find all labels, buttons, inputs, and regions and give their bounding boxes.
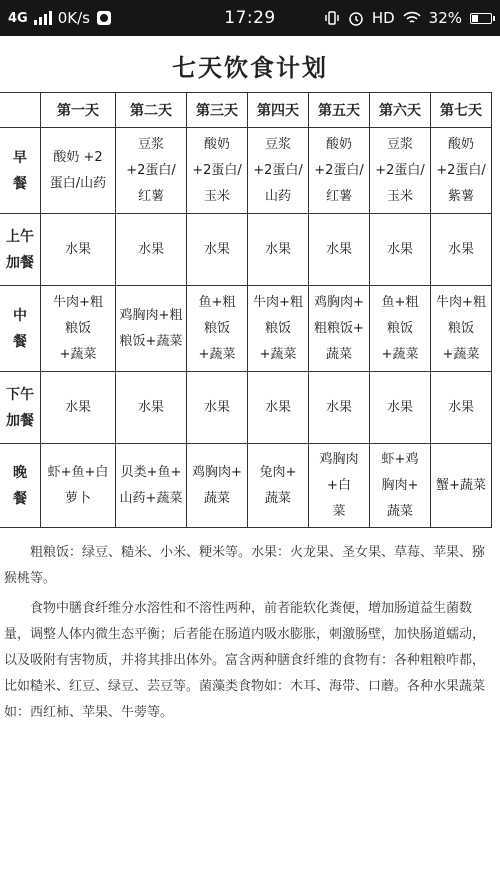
day-header: 第六天 bbox=[370, 93, 431, 128]
status-right bbox=[324, 0, 492, 36]
vibrate-icon bbox=[324, 10, 340, 26]
meal-cell: 鱼+粗 粮饭 +蔬菜 bbox=[187, 286, 248, 372]
meal-cell: 水果 bbox=[309, 372, 370, 444]
meal-cell: 水果 bbox=[370, 214, 431, 286]
table-header-row bbox=[0, 93, 492, 128]
clock: 17:29 bbox=[224, 8, 276, 28]
meal-cell: 水果 bbox=[248, 214, 309, 286]
meal-cell: 水果 bbox=[187, 372, 248, 444]
meal-cell: 牛肉+粗 粮饭 +蔬菜 bbox=[41, 286, 116, 372]
meal-cell: 水果 bbox=[431, 372, 492, 444]
meal-label: 上午 加餐 bbox=[0, 214, 41, 286]
meal-cell: 豆浆 +2蛋白/ 山药 bbox=[248, 128, 309, 214]
meal-cell: 酸奶 +2蛋白/ 红薯 bbox=[309, 128, 370, 214]
meal-label: 早 餐 bbox=[0, 128, 41, 214]
meal-cell: 豆浆 +2蛋白/ 玉米 bbox=[370, 128, 431, 214]
hd-badge: HD bbox=[371, 9, 395, 27]
meal-cell: 水果 bbox=[187, 214, 248, 286]
meal-cell: 水果 bbox=[41, 372, 116, 444]
corner-cell bbox=[0, 93, 41, 128]
meal-cell: 酸奶 +2 蛋白/山药 bbox=[41, 128, 116, 214]
meal-cell: 兔肉+ 蔬菜 bbox=[248, 444, 309, 528]
meal-cell: 水果 bbox=[116, 214, 187, 286]
meal-cell: 水果 bbox=[248, 372, 309, 444]
meal-cell: 鸡胸肉+ 粗粮饭+ 蔬菜 bbox=[309, 286, 370, 372]
table-row bbox=[0, 286, 492, 372]
meal-cell: 虾+鱼+白 萝卜 bbox=[41, 444, 116, 528]
meal-cell: 贝类+鱼+ 山药+蔬菜 bbox=[116, 444, 187, 528]
day-header: 第五天 bbox=[309, 93, 370, 128]
meal-cell: 牛肉+粗 粮饭 +蔬菜 bbox=[248, 286, 309, 372]
table-row bbox=[0, 214, 492, 286]
meal-cell: 鸡胸肉+白 菜 bbox=[309, 444, 370, 528]
meal-plan-table bbox=[0, 92, 492, 528]
meal-label: 下午 加餐 bbox=[0, 372, 41, 444]
meal-cell: 鸡胸肉+ 蔬菜 bbox=[187, 444, 248, 528]
table-row bbox=[0, 372, 492, 444]
status-bar bbox=[0, 0, 500, 36]
alarm-icon bbox=[348, 10, 364, 26]
table-row bbox=[0, 444, 492, 528]
notes-paragraph: 食物中膳食纤维分水溶性和不溶性两种，前者能软化粪便，增加肠道益生菌数量，调整人体内微生态平衡；后者能在肠道内吸水膨胀，刺激肠壁，加快肠道蠕动，以及吸附有害物质，并将其排出体外。富含两种膳食纤维的食物有：各种粗粮咋都，比如糙米、红豆、绿豆、芸豆等。菌藻类食物如：木耳、海带、口蘑。各种水果蔬菜如：西红柿、苹果、牛蒡等。 bbox=[4, 601, 486, 720]
day-header: 第三天 bbox=[187, 93, 248, 128]
meal-cell: 鸡胸肉+粗 粮饭+蔬菜 bbox=[116, 286, 187, 372]
notes-paragraph: 粗粮饭：绿豆、糙米、小米、粳米等。水果：火龙果、圣女果、草莓、苹果、猕猴桃等。 bbox=[4, 545, 486, 586]
meal-cell: 酸奶 +2蛋白/ 紫薯 bbox=[431, 128, 492, 214]
meal-cell: 水果 bbox=[370, 372, 431, 444]
battery-percent: 32% bbox=[428, 9, 462, 27]
meal-cell: 牛肉+粗 粮饭 +蔬菜 bbox=[431, 286, 492, 372]
meal-cell: 虾+鸡 胸肉+ 蔬菜 bbox=[370, 444, 431, 528]
meal-label: 中 餐 bbox=[0, 286, 41, 372]
day-header: 第七天 bbox=[431, 93, 492, 128]
day-header: 第一天 bbox=[41, 93, 116, 128]
meal-cell: 水果 bbox=[431, 214, 492, 286]
meal-cell: 酸奶 +2蛋白/ 玉米 bbox=[187, 128, 248, 214]
day-header: 第四天 bbox=[248, 93, 309, 128]
battery-icon bbox=[470, 13, 492, 24]
network-type: 4G bbox=[8, 10, 28, 26]
meal-cell: 水果 bbox=[41, 214, 116, 286]
notes-section bbox=[0, 540, 500, 730]
meal-label: 晚 餐 bbox=[0, 444, 41, 528]
meal-cell: 水果 bbox=[116, 372, 187, 444]
day-header: 第二天 bbox=[116, 93, 187, 128]
meal-cell: 水果 bbox=[309, 214, 370, 286]
page-title: 七天饮食计划 bbox=[172, 54, 328, 82]
meal-cell: 豆浆 +2蛋白/ 红薯 bbox=[116, 128, 187, 214]
wifi-icon bbox=[403, 11, 421, 25]
network-speed: 0K/s bbox=[57, 9, 90, 27]
meal-cell: 鱼+粗 粮饭 +蔬菜 bbox=[370, 286, 431, 372]
meal-cell: 蟹+蔬菜 bbox=[431, 444, 492, 528]
table-row bbox=[0, 128, 492, 214]
